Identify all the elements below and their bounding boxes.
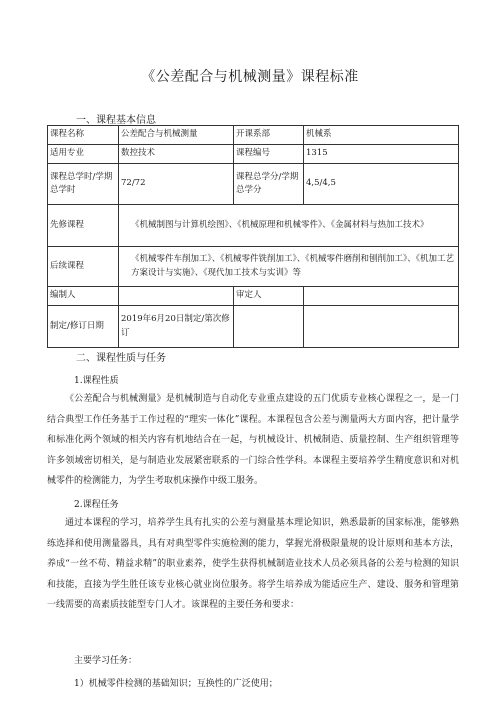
code-label: 课程编号 [234, 145, 304, 164]
author-value [119, 287, 234, 306]
subheading-course-tasks: 2.课程任务 [74, 500, 119, 510]
paragraph-course-nature: 《公差配合与机械测量》是机械制造与自动化专业重点建设的五门优质专业核心课程之一，是一门结合典型工作任务基于工作过程的“理实一体化”课程。本课程包含公差与测量两大方面内容，把计量学和标准化两个领域的相关内容有机地结合在一起，与机械设计、机械制造、质量控制、生产组织管理等许多领域密切相关，是与制造业发展紧密联系的一门综合性学科。本课程主要培养学生精度意识和对机械零件的检测能力，为学生考取机床操作中级工服务。 [47, 394, 459, 486]
hours-value: 72/72 [119, 164, 234, 205]
course-info-table [47, 125, 459, 348]
empty-cell [304, 306, 459, 348]
major-label: 适用专业 [48, 145, 119, 164]
follow-value: 《机械零件车削加工》、《机械零件铣削加工》、《机械零件磨削和刨削加工》、《机加工艺方案设计与实施》、《现代加工技术与实训》等 [119, 247, 459, 287]
subheading-course-nature: 1.课程性质 [74, 376, 119, 386]
course-name-value: 公差配合与机械测量 [119, 126, 234, 145]
paragraph-course-tasks: 通过本课程的学习，培养学生具有扎实的公差与测量基本理论知识，熟悉最新的国家标准，能够熟练选择和使用测量器具，具有对典型零件实施检测的能力，掌握光滑极限量规的设计原则和基本方法，养成“一丝不苟、精益求精”的职业素养，使学生获得机械制造业技术人员必须具备的公差与检测的知识和技能，直接为学生胜任该专业核心就业岗位服务。将学生培养成为能适应生产、建设、服务和管理第一线需要的高素质技能型专门人才。该课程的主要任务和要求： [47, 518, 459, 610]
empty-cell [234, 306, 304, 348]
credits-value: 4,5/4,5 [304, 164, 459, 205]
subheading-main-tasks: 主要学习任务： [74, 656, 138, 666]
task-item-1: 1）机械零件检测的基础知识；互换性的广泛使用； [74, 679, 278, 689]
prereq-value: 《机械制图与计算机绘图》、《机械原理和机械零件》、《金属材料与热加工技术》 [119, 205, 459, 247]
prereq-label: 先修课程 [48, 205, 119, 247]
section-heading-nature-tasks: 二、课程性质与任务 [76, 353, 166, 364]
follow-label: 后续课程 [48, 247, 119, 287]
code-value: 1315 [304, 145, 459, 164]
section-heading-basic-info: 一、课程基本信息 [76, 115, 156, 126]
hours-label: 课程总学时/学期总学时 [48, 164, 119, 205]
dept-label: 开课系部 [234, 126, 304, 145]
credits-label: 课程总学分/学期总学分 [234, 164, 304, 205]
document-title: 《公差配合与机械测量》课程标准 [141, 69, 359, 85]
dept-value: 机械系 [304, 126, 459, 145]
date-label: 制定/修订日期 [48, 306, 119, 348]
date-value: 2019年6月20日制定/第次修订 [119, 306, 234, 348]
author-label: 编制人 [48, 287, 119, 306]
reviewer-label: 审定人 [234, 287, 304, 306]
reviewer-value [304, 287, 459, 306]
major-value: 数控技术 [119, 145, 234, 164]
course-name-label: 课程名称 [48, 126, 119, 145]
